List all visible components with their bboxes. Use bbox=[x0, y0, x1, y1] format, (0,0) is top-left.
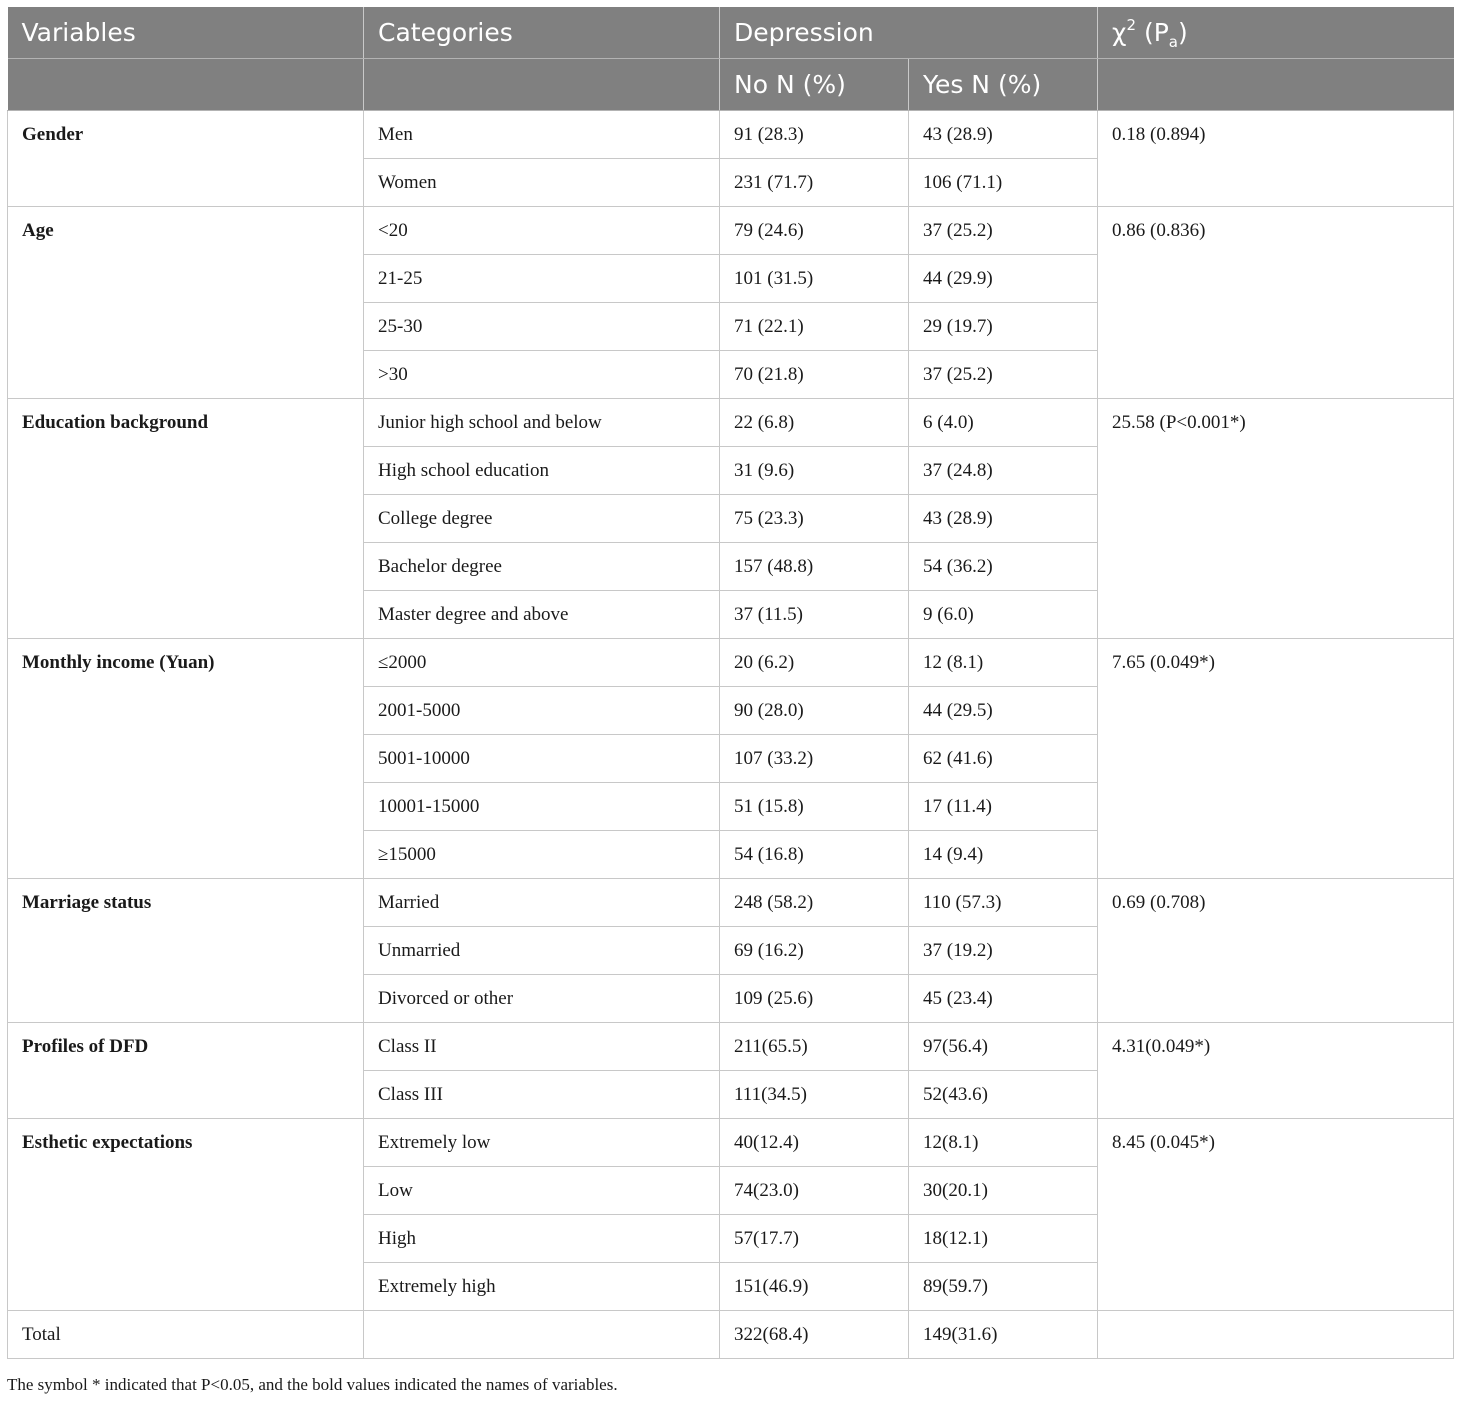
no-depression-cell: 101 (31.5) bbox=[720, 255, 909, 303]
category-cell: High bbox=[364, 1215, 720, 1263]
category-cell: Extremely low bbox=[364, 1119, 720, 1167]
category-cell: High school education bbox=[364, 447, 720, 495]
total-no-cell: 322(68.4) bbox=[720, 1311, 909, 1359]
category-cell: College degree bbox=[364, 495, 720, 543]
no-depression-cell: 79 (24.6) bbox=[720, 207, 909, 255]
no-depression-cell: 211(65.5) bbox=[720, 1023, 909, 1071]
no-depression-cell: 70 (21.8) bbox=[720, 351, 909, 399]
no-depression-cell: 111(34.5) bbox=[720, 1071, 909, 1119]
chi-square-cell: 0.86 (0.836) bbox=[1098, 207, 1454, 399]
no-depression-cell: 91 (28.3) bbox=[720, 111, 909, 159]
table-body bbox=[8, 111, 1454, 1359]
total-category-cell bbox=[364, 1311, 720, 1359]
subheader-empty-3 bbox=[1098, 59, 1454, 111]
no-depression-cell: 20 (6.2) bbox=[720, 639, 909, 687]
variable-cell: Marriage status bbox=[8, 879, 364, 1023]
header-depression: Depression bbox=[720, 7, 1098, 59]
category-cell: 5001-10000 bbox=[364, 735, 720, 783]
table-row bbox=[8, 207, 1454, 255]
yes-depression-cell: 44 (29.5) bbox=[909, 687, 1098, 735]
category-cell: Class III bbox=[364, 1071, 720, 1119]
subheader-empty-1 bbox=[8, 59, 364, 111]
table-row bbox=[8, 879, 1454, 927]
chi-symbol: χ bbox=[1112, 18, 1127, 47]
category-cell: Extremely high bbox=[364, 1263, 720, 1311]
total-label-cell: Total bbox=[8, 1311, 364, 1359]
category-cell: ≤2000 bbox=[364, 639, 720, 687]
yes-depression-cell: 97(56.4) bbox=[909, 1023, 1098, 1071]
yes-depression-cell: 29 (19.7) bbox=[909, 303, 1098, 351]
yes-depression-cell: 52(43.6) bbox=[909, 1071, 1098, 1119]
total-chi-cell bbox=[1098, 1311, 1454, 1359]
yes-depression-cell: 45 (23.4) bbox=[909, 975, 1098, 1023]
no-depression-cell: 40(12.4) bbox=[720, 1119, 909, 1167]
chi-close: ) bbox=[1177, 18, 1188, 47]
header-variables: Variables bbox=[8, 7, 364, 59]
yes-depression-cell: 37 (25.2) bbox=[909, 207, 1098, 255]
total-row bbox=[8, 1311, 1454, 1359]
chi-square-cell: 0.18 (0.894) bbox=[1098, 111, 1454, 207]
yes-depression-cell: 62 (41.6) bbox=[909, 735, 1098, 783]
yes-depression-cell: 37 (25.2) bbox=[909, 351, 1098, 399]
header-categories: Categories bbox=[364, 7, 720, 59]
subheader-yes: Yes N (%) bbox=[909, 59, 1098, 111]
no-depression-cell: 74(23.0) bbox=[720, 1167, 909, 1215]
yes-depression-cell: 12(8.1) bbox=[909, 1119, 1098, 1167]
no-depression-cell: 151(46.9) bbox=[720, 1263, 909, 1311]
yes-depression-cell: 106 (71.1) bbox=[909, 159, 1098, 207]
no-depression-cell: 231 (71.7) bbox=[720, 159, 909, 207]
yes-depression-cell: 14 (9.4) bbox=[909, 831, 1098, 879]
no-depression-cell: 51 (15.8) bbox=[720, 783, 909, 831]
table-row bbox=[8, 1119, 1454, 1167]
no-depression-cell: 157 (48.8) bbox=[720, 543, 909, 591]
table-row bbox=[8, 399, 1454, 447]
category-cell: Unmarried bbox=[364, 927, 720, 975]
header-row bbox=[8, 7, 1454, 59]
table-row bbox=[8, 111, 1454, 159]
subheader-no: No N (%) bbox=[720, 59, 909, 111]
variable-cell: Gender bbox=[8, 111, 364, 207]
chi-subscript: a bbox=[1168, 33, 1178, 51]
table-footnote: The symbol * indicated that P<0.05, and the bold values indicated the names of variables. bbox=[7, 1375, 618, 1394]
variable-cell: Age bbox=[8, 207, 364, 399]
yes-depression-cell: 17 (11.4) bbox=[909, 783, 1098, 831]
yes-depression-cell: 30(20.1) bbox=[909, 1167, 1098, 1215]
total-yes-cell: 149(31.6) bbox=[909, 1311, 1098, 1359]
yes-depression-cell: 37 (24.8) bbox=[909, 447, 1098, 495]
category-cell: >30 bbox=[364, 351, 720, 399]
yes-depression-cell: 54 (36.2) bbox=[909, 543, 1098, 591]
category-cell: Class II bbox=[364, 1023, 720, 1071]
category-cell: ≥15000 bbox=[364, 831, 720, 879]
category-cell: Divorced or other bbox=[364, 975, 720, 1023]
yes-depression-cell: 43 (28.9) bbox=[909, 111, 1098, 159]
subheader-empty-2 bbox=[364, 59, 720, 111]
table-header bbox=[8, 7, 1454, 111]
no-depression-cell: 109 (25.6) bbox=[720, 975, 909, 1023]
no-depression-cell: 90 (28.0) bbox=[720, 687, 909, 735]
no-depression-cell: 31 (9.6) bbox=[720, 447, 909, 495]
yes-depression-cell: 9 (6.0) bbox=[909, 591, 1098, 639]
yes-depression-cell: 110 (57.3) bbox=[909, 879, 1098, 927]
category-cell: Men bbox=[364, 111, 720, 159]
no-depression-cell: 54 (16.8) bbox=[720, 831, 909, 879]
category-cell: Low bbox=[364, 1167, 720, 1215]
yes-depression-cell: 18(12.1) bbox=[909, 1215, 1098, 1263]
chi-p-open: (P bbox=[1136, 18, 1169, 47]
variable-cell: Monthly income (Yuan) bbox=[8, 639, 364, 879]
category-cell: Married bbox=[364, 879, 720, 927]
subheader-row bbox=[8, 59, 1454, 111]
chi-square-cell: 7.65 (0.049*) bbox=[1098, 639, 1454, 879]
table-row bbox=[8, 639, 1454, 687]
no-depression-cell: 248 (58.2) bbox=[720, 879, 909, 927]
no-depression-cell: 107 (33.2) bbox=[720, 735, 909, 783]
chi-superscript: 2 bbox=[1126, 15, 1136, 34]
chi-square-cell: 8.45 (0.045*) bbox=[1098, 1119, 1454, 1311]
category-cell: Junior high school and below bbox=[364, 399, 720, 447]
no-depression-cell: 37 (11.5) bbox=[720, 591, 909, 639]
no-depression-cell: 75 (23.3) bbox=[720, 495, 909, 543]
table-row bbox=[8, 1023, 1454, 1071]
no-depression-cell: 71 (22.1) bbox=[720, 303, 909, 351]
category-cell: 10001-15000 bbox=[364, 783, 720, 831]
variable-cell: Esthetic expectations bbox=[8, 1119, 364, 1311]
yes-depression-cell: 89(59.7) bbox=[909, 1263, 1098, 1311]
variable-cell: Education background bbox=[8, 399, 364, 639]
no-depression-cell: 69 (16.2) bbox=[720, 927, 909, 975]
category-cell: Women bbox=[364, 159, 720, 207]
category-cell: 2001-5000 bbox=[364, 687, 720, 735]
category-cell: 21-25 bbox=[364, 255, 720, 303]
yes-depression-cell: 37 (19.2) bbox=[909, 927, 1098, 975]
yes-depression-cell: 6 (4.0) bbox=[909, 399, 1098, 447]
category-cell: Master degree and above bbox=[364, 591, 720, 639]
category-cell: Bachelor degree bbox=[364, 543, 720, 591]
no-depression-cell: 22 (6.8) bbox=[720, 399, 909, 447]
category-cell: 25-30 bbox=[364, 303, 720, 351]
yes-depression-cell: 44 (29.9) bbox=[909, 255, 1098, 303]
chi-square-cell: 4.31(0.049*) bbox=[1098, 1023, 1454, 1119]
no-depression-cell: 57(17.7) bbox=[720, 1215, 909, 1263]
variable-cell: Profiles of DFD bbox=[8, 1023, 364, 1119]
yes-depression-cell: 12 (8.1) bbox=[909, 639, 1098, 687]
category-cell: <20 bbox=[364, 207, 720, 255]
depression-table bbox=[7, 7, 1454, 1359]
data-table-container bbox=[7, 7, 1453, 1359]
chi-square-cell: 0.69 (0.708) bbox=[1098, 879, 1454, 1023]
header-chi-square bbox=[1098, 7, 1454, 59]
chi-square-cell: 25.58 (P<0.001*) bbox=[1098, 399, 1454, 639]
yes-depression-cell: 43 (28.9) bbox=[909, 495, 1098, 543]
